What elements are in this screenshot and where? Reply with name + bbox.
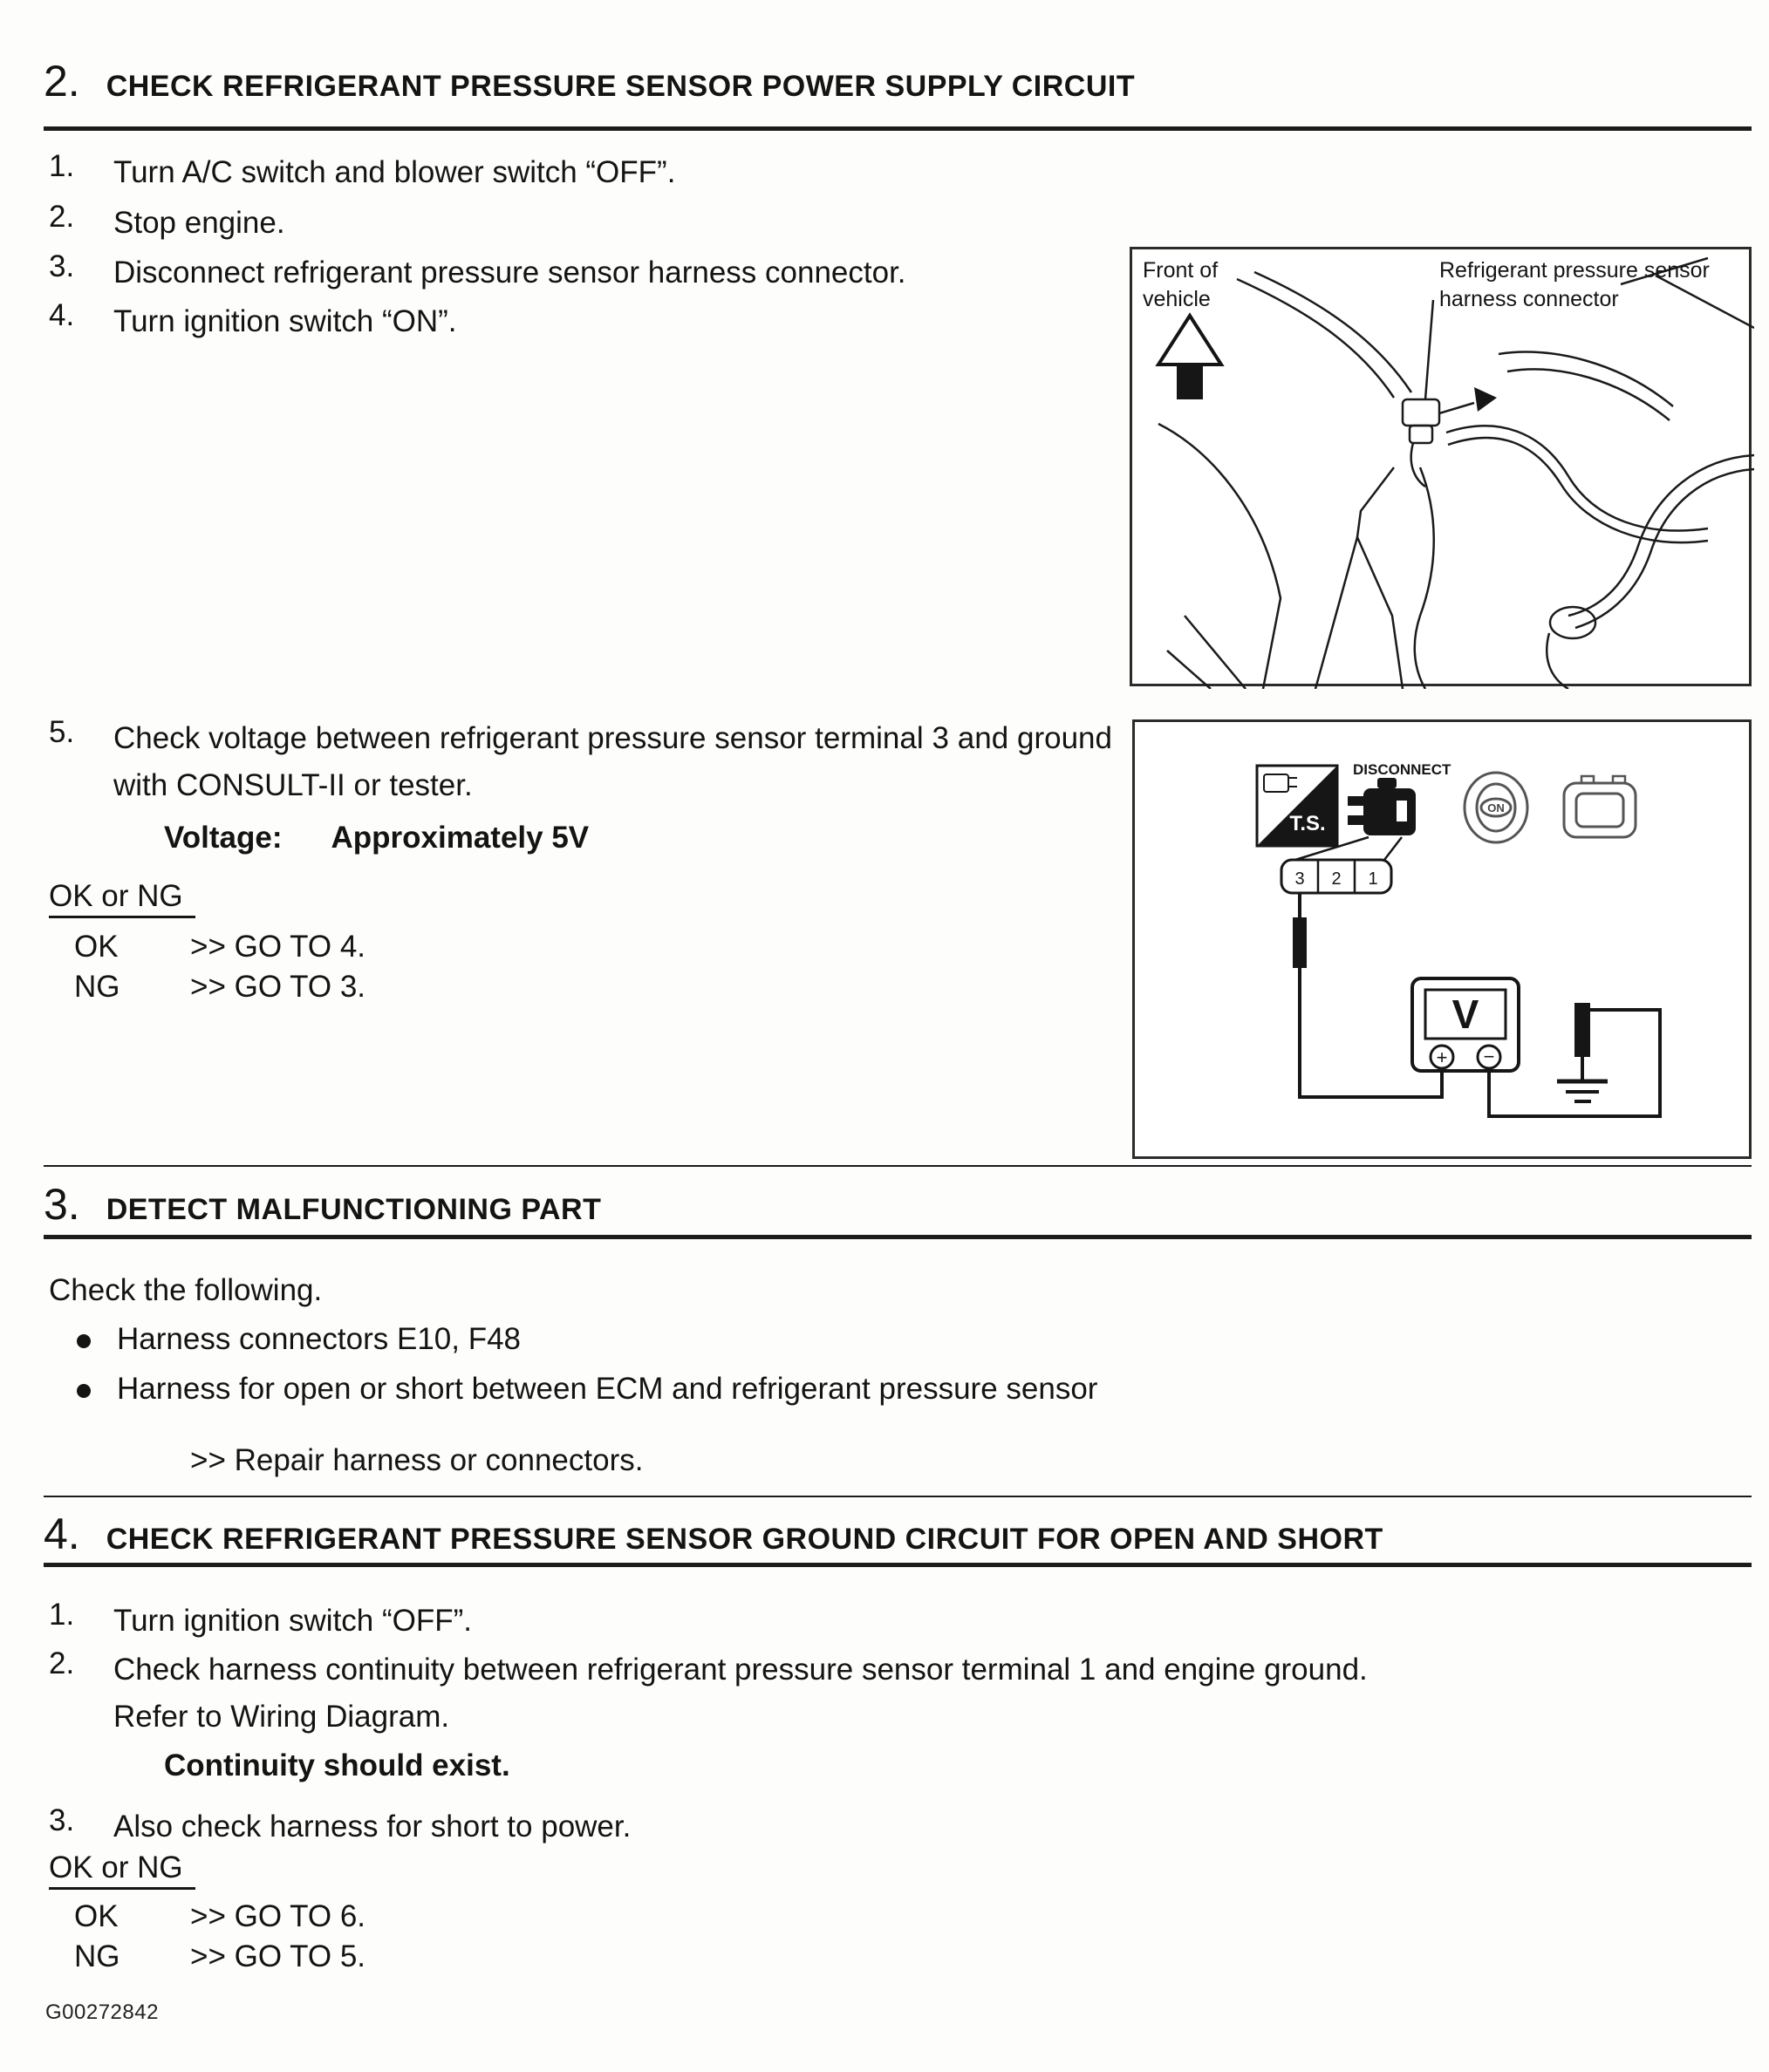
plus-terminal-label: +: [1436, 1046, 1448, 1068]
step-item: [49, 1598, 472, 1645]
heading-rule: [44, 1235, 1752, 1239]
figure-label-front-of-vehicle: Front of vehicle: [1143, 258, 1219, 311]
result-label: OK: [74, 1899, 119, 1933]
step-text: Stop engine.: [113, 206, 285, 240]
voltmeter: [1412, 978, 1519, 1071]
step-text: Turn ignition switch “OFF”.: [113, 1604, 473, 1638]
heading-rule: [44, 1563, 1752, 1567]
figure-id-code: G00272842: [45, 2000, 159, 2024]
result-row: [74, 1899, 366, 1934]
figure-test-circuit: [1132, 719, 1752, 1159]
bullet-text: Harness connectors E10, F48: [117, 1322, 522, 1356]
pin-1-label: 1: [1368, 869, 1378, 889]
result-action: >> GO TO 6.: [190, 1899, 366, 1933]
engine-bay-line-art: [1158, 258, 1754, 689]
repair-action: >> Repair harness or connectors.: [190, 1443, 644, 1477]
step-item: [49, 715, 1112, 810]
step-item: [49, 249, 906, 296]
voltage-label: Voltage:: [164, 821, 283, 855]
step-text: Disconnect refrigerant pressure sensor harness connector.: [113, 256, 906, 290]
bullet-icon: [77, 1384, 91, 1398]
pin-2-label: 2: [1331, 869, 1342, 889]
figure-engine-bay: [1130, 247, 1752, 686]
callout-arrow-icon: [1474, 387, 1497, 412]
voltage-spec: [164, 821, 589, 855]
test-probe-left: [1293, 917, 1307, 968]
section-3-number: 3.: [44, 1180, 80, 1229]
section-4-title: CHECK REFRIGERANT PRESSURE SENSOR GROUND CIRCUIT FOR OPEN AND SHORT: [106, 1523, 1383, 1556]
step-text: [113, 1646, 1614, 1741]
section-2-number: 2.: [44, 57, 80, 106]
result-action: >> GO TO 3.: [190, 970, 366, 1004]
on-label: ON: [1487, 801, 1505, 814]
step-number: 1.: [49, 149, 75, 183]
section-4-number: 4.: [44, 1510, 80, 1558]
step-text: Check voltage between refrigerant pressure sensor terminal 3 and ground with CONSULT-II or tester.: [113, 721, 1112, 803]
section-4-heading: [44, 1509, 1383, 1559]
section-divider-rule: [44, 1165, 1752, 1167]
ts-tool-icon: [1257, 766, 1337, 846]
result-action: >> GO TO 4.: [190, 930, 366, 964]
section-3-title: DETECT MALFUNCTIONING PART: [106, 1193, 602, 1226]
ok-or-ng-heading: OK or NG: [49, 1850, 195, 1890]
result-row: [74, 930, 366, 964]
test-circuit-illustration: [1135, 722, 1754, 1162]
step-number: 3.: [49, 249, 75, 283]
test-probe-right: [1574, 1003, 1590, 1057]
section-divider-rule: [44, 1496, 1752, 1497]
terminal-pin-box: [1281, 860, 1391, 893]
step-text: Turn ignition switch “ON”.: [113, 304, 457, 338]
heading-rule: [44, 126, 1752, 131]
bullet-icon: [77, 1334, 91, 1348]
result-action: >> GO TO 5.: [190, 1939, 366, 1973]
figure-label-harness-connector: Refrigerant pressure sensor harness connector: [1439, 258, 1710, 311]
minus-terminal-label: −: [1483, 1046, 1495, 1067]
front-of-vehicle-arrow-icon: [1158, 316, 1221, 399]
section-3-heading: [44, 1179, 601, 1230]
step-text-line-2: Refer to Wiring Diagram.: [113, 1700, 450, 1735]
bullet-item: [77, 1322, 521, 1357]
step-text-line-1: Check harness continuity between refrigerant pressure sensor terminal 1 and engine ground.: [113, 1653, 1368, 1687]
ok-or-ng-heading: OK or NG: [49, 879, 195, 918]
step-text: Turn A/C switch and blower switch “OFF”.: [113, 155, 676, 189]
section-2-title: CHECK REFRIGERANT PRESSURE SENSOR POWER SUPPLY CIRCUIT: [106, 70, 1136, 103]
voltage-value: Approximately 5V: [331, 821, 590, 855]
step-number: 2.: [49, 1646, 75, 1680]
step-text: Also check harness for short to power.: [113, 1810, 632, 1844]
result-row: [74, 1939, 366, 1974]
result-label: OK: [74, 930, 119, 964]
step-number: 4.: [49, 298, 75, 332]
result-label: NG: [74, 1939, 120, 1973]
step-number: 1.: [49, 1598, 75, 1632]
ground-symbol-icon: [1557, 1057, 1608, 1101]
bullet-text: Harness for open or short between ECM and refrigerant pressure sensor: [117, 1372, 1098, 1406]
step-item: [49, 1646, 1614, 1741]
step-item: [49, 200, 285, 247]
result-row: [74, 970, 366, 1005]
section-3-intro: Check the following.: [49, 1273, 323, 1307]
square-connector-icon: [1564, 776, 1636, 837]
pin-3-label: 3: [1294, 869, 1305, 889]
step-number: 2.: [49, 200, 75, 234]
result-label: NG: [74, 970, 120, 1004]
section-2-heading: [44, 56, 1135, 106]
step-item: [49, 298, 457, 345]
step-item: [49, 1803, 631, 1850]
voltmeter-v-label: V: [1451, 992, 1479, 1037]
ts-label: T.S.: [1289, 812, 1326, 835]
step-number: 3.: [49, 1803, 75, 1837]
disconnect-plug-icon: [1348, 778, 1416, 835]
bullet-item: [77, 1372, 1097, 1407]
step-number: 5.: [49, 715, 75, 749]
step-item: [49, 149, 675, 196]
continuity-spec: Continuity should exist.: [164, 1748, 510, 1782]
disconnect-label: DISCONNECT: [1353, 761, 1451, 778]
engine-bay-illustration: [1132, 249, 1754, 689]
